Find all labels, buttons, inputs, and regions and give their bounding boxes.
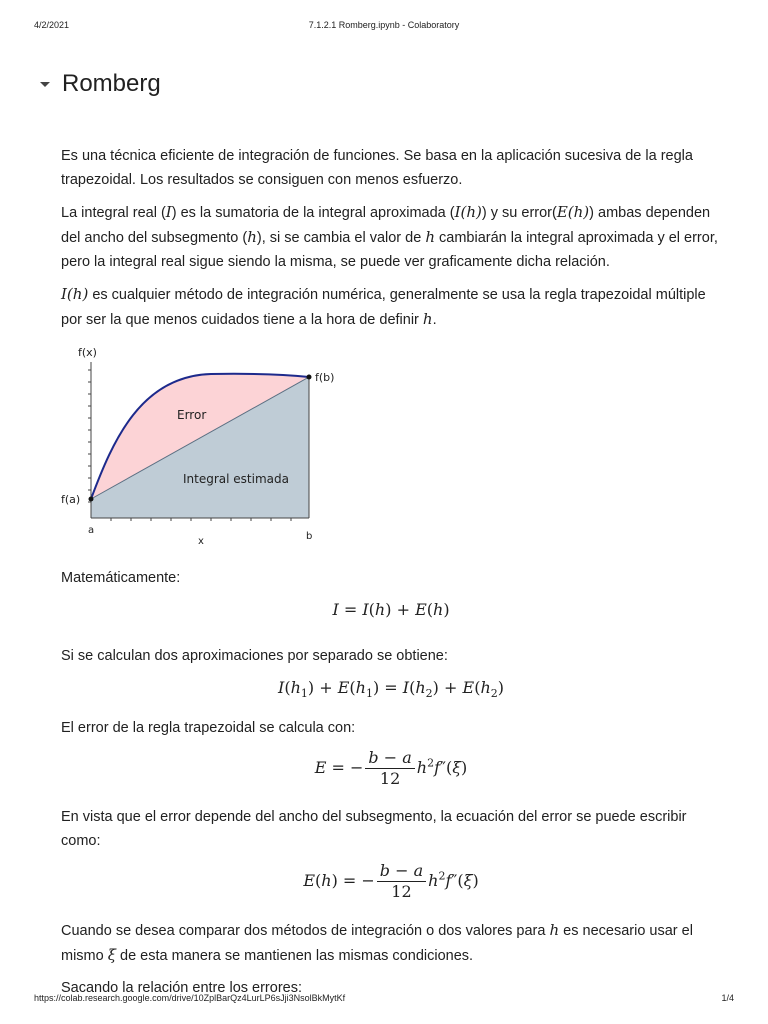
label-a: a	[88, 525, 95, 536]
compare-paragraph: Cuando se desea comparar dos métodos de integración o dos valores para h es necesario usar el mismo ξ de esta manera se mantienen las mismas condiciones.	[61, 921, 693, 965]
section-header	[36, 70, 161, 98]
equation-2: $I(h_1) + E(h_1) = I(h_2) + E(h_2)$	[277, 678, 504, 701]
error-diagram	[61, 340, 351, 550]
collapse-caret-icon[interactable]	[40, 82, 50, 87]
relation-paragraph: La integral real (I) es la sumatoria de la integral aproximada (I(h)) y su error(E(h)) ambas dependen del ancho del subsegmento (h), si se cambia el valor de h cambiarán la integral aproximada y el error, pero la integral real sigue siendo la misma, se puede ver graficamente dicha relación.	[61, 203, 718, 270]
label-estimate: Integral estimada	[183, 472, 289, 486]
notebook-text-cell	[61, 144, 721, 1008]
equation-4: E(h) = − $\frac{b - a}{12}$ $h^2f''(\xi)$	[303, 861, 479, 902]
print-title: 7.1.2.1 Romberg.ipynb - Colaboratory	[308, 20, 460, 30]
point-fb	[307, 375, 312, 380]
label-fb: f(b)	[315, 371, 335, 384]
print-date: 4/2/2021	[34, 20, 70, 30]
error-width-paragraph: En vista que el error depende del ancho del subsegmento, la ecuación del error se puede escribir como:	[61, 809, 687, 850]
two-approx-paragraph: Si se calculan dos aproximaciones por separado se obtiene:	[61, 648, 448, 664]
equation-3: E = − $\frac{b - a}{12}$ $h^2f''(\xi)$	[314, 748, 468, 789]
method-paragraph: I(h) es cualquier método de integración numérica, generalmente se usa la regla trapezoidal múltiple por ser la que menos cuidados tiene a la hora de definir h.	[61, 285, 706, 328]
point-fa	[89, 497, 94, 502]
equation-1: I = I(h) + E(h)	[332, 600, 450, 619]
label-b: b	[306, 531, 313, 542]
trap-error-paragraph: El error de la regla trapezoidal se calcula con:	[61, 720, 356, 737]
section-title: Romberg	[62, 70, 161, 97]
label-error: Error	[177, 408, 207, 422]
label-fa: f(a)	[61, 493, 81, 506]
page-number: 1/4	[721, 993, 734, 1003]
math-intro: Matemáticamente:	[61, 570, 181, 586]
label-x: x	[198, 536, 204, 547]
print-url: https://colab.research.google.com/drive/10ZplBarQz4LurLP6sJji3NsolBkMytKf	[34, 993, 346, 1003]
print-header	[0, 20, 768, 34]
label-fx: f(x)	[78, 346, 97, 359]
ratio-paragraph: Sacando la relación entre los errores:	[61, 980, 302, 997]
intro-paragraph: Es una técnica eficiente de integración de funciones. Se basa en la aplicación sucesiva de la regla trapezoidal. Los resultados se consiguen con menos esfuerzo.	[61, 148, 693, 188]
